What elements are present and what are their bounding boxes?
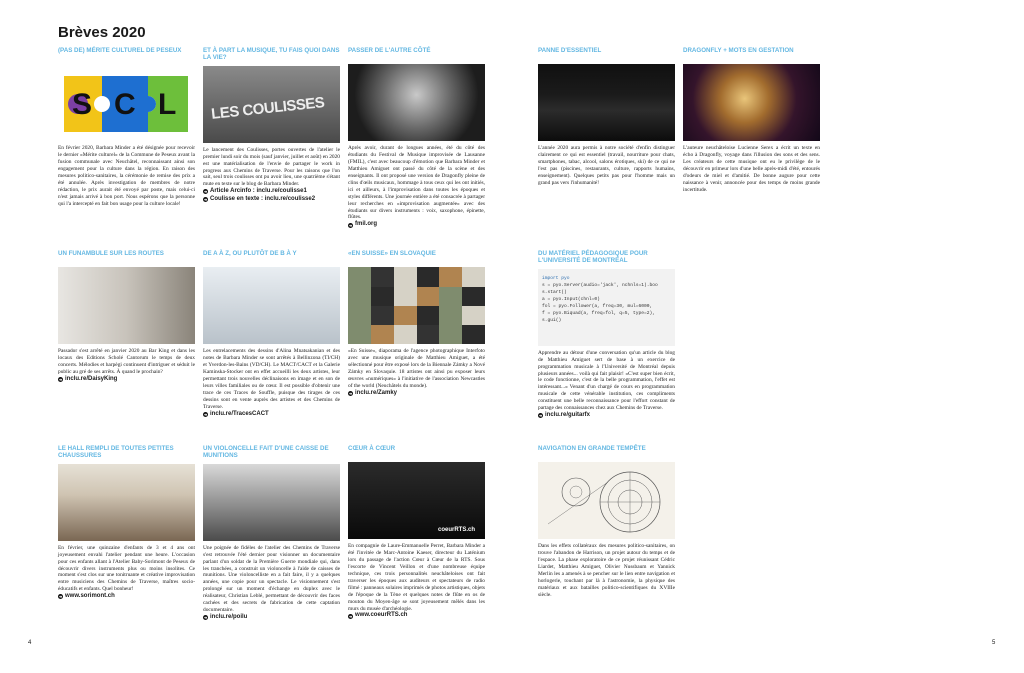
link-item[interactable]: ➜ Article Arcinfo : inclu.re/coulisse1	[203, 188, 307, 195]
museum-photo	[348, 462, 485, 539]
arrow-link-icon: ➜	[203, 615, 208, 621]
card-text: Les entrelacements des dessins d'Alina Mnatsakanian et des notes de Barbara Minder se sont arrêtés à Bellinzona (TI/CH) et Yverdon-les-Bains (VD/CH). Le MACT/CACT et la Galerie Kaminska-Stocker ont en effet accueilli les deux artistes, leur permettant trois nouvelles déclinaisons en image et en son de leurs villes familiales ou de cœur. Il est possible d'obtenir une trace de ces Traces de Souffle, puisque des tirages de ces dessins sont en vente auprès des artistes et des Chemins de Traverse.	[203, 348, 340, 410]
soldier-cello-photo	[203, 464, 340, 541]
card-a-a-z	[203, 250, 340, 418]
card-text: En février 2020, Barbara Minder a été désignée pour recevoir le dernier «Mérite culturel» de la Commune de Peseux avant la fusion communale avec Neuchâtel, reconnaissant ainsi son engagement pour la culture dans la région. En raison des mesures politico-sanitaires, la cérémonie de remise des prix a été annulée. Après investigation de membres de notre rédaction, le prix aurait été envoyé par poste, mais celui-ci n'est jamais arrivé à bon port. Nous espérons que la personne qui l'a intercepté en fait bon usage pour la culture locale!	[58, 145, 195, 207]
card-violoncelle	[203, 445, 340, 621]
arrow-link-icon: ➜	[348, 222, 353, 228]
card-funambule	[58, 250, 195, 383]
card-heading: UN VIOLONCELLE FAIT D'UNE CAISSE DE MUNITIONS	[203, 445, 329, 460]
arrow-link-icon: ➜	[58, 377, 63, 383]
piano-photo	[58, 267, 195, 344]
page-number-right: 5	[992, 640, 996, 646]
card-heading: DRAGONFLY + MOTS EN GESTATION	[683, 47, 794, 54]
card-coeur-a-coeur	[348, 445, 485, 620]
musicians-photo	[348, 64, 485, 141]
link-item[interactable]: ➜ inclu.re/Zamky	[348, 389, 398, 397]
arrow-link-icon: ➜	[203, 411, 208, 417]
link-item[interactable]: ➜ inclu.re/guitarfx	[538, 411, 591, 419]
svg-text:L: L	[158, 88, 177, 122]
card-merite-culturel	[58, 47, 195, 208]
link-item[interactable]: ➜ Coulisse en texte : inclu.re/coulisse2	[203, 195, 316, 202]
card-coulisses	[203, 47, 340, 203]
card-autre-cote	[348, 47, 485, 229]
page-title: Brèves 2020	[58, 24, 146, 41]
astrolabe-drawing	[538, 462, 675, 539]
card-text: L'auteure neuchâteloise Lucienne Serex a écrit un texte en écho à Dragonfly, voyage dans l'illusion des sons et des sens. Les créateurs de cette musique ont eu le privilège de le découvrir en primeur lors d'une belle après-midi d'été, entourés d'odeurs de miel et d'amitié. De bonne augure pour cette naissance à venir, annoncée pour des temps de moins grande incertitude.	[683, 145, 820, 193]
card-text: Une poignée de fidèles de l'atelier des Chemins de Traverse s'est retrouvée l'été dernier pour visionner un documentaire parlant d'un soldat de la Première Guerre mondiale qui, dans les tranchées, a construit un violoncelle à l'aide de caisses de munitions. Une violoncelliste en a fait faire, il y a quelques années, une copie pour un spectacle. Le visionnement s'est prolongé sur un moment d'échange en duplex avec le réalisateur, Christian Leblé, permettant de découvrir des faces cachées et des secrets de fabrication de cette captation documentaire.	[203, 544, 340, 613]
svg-text:S: S	[72, 88, 93, 122]
card-heading: ET À PART LA MUSIQUE, TU FAIS QUOI DANS LA VIE?	[203, 47, 340, 62]
card-text: L'année 2020 aura permis à notre société d'enfin distinguer clairement ce qui est essentiel (travail, nourriture pour chats, smartphones, tabac, alcool, salons érotiques, ski) de ce qui ne l'est pas (piscines, restaurants, culture, rapports humains, enseignement). Quelques petits pas pour l'homme mais un grand pas vers l'inhumanité!	[538, 145, 675, 186]
coeur-watermark: coeurRTS.ch	[437, 527, 475, 534]
link-item[interactable]: ➜ inclu.re/DaisyKing	[58, 376, 118, 383]
coulisses-sign-text: LES COULISSES	[210, 93, 326, 123]
link-item[interactable]: ➜ inclu.re/poilu	[203, 613, 248, 621]
card-heading: DE A À Z, OU PLUTÔT DE B À Y	[203, 250, 297, 257]
card-heading: DU MATÉRIEL PÉDAGOGIQUE POUR L'UNIVERSITÉ DE MONTRÉAL	[538, 250, 648, 265]
mosaic-photo	[348, 267, 485, 344]
exhibition-photo	[203, 267, 340, 344]
card-text: En compagnie de Laure-Emmanuelle Perret, Barbara Minder a été l'invitée de Marc-Antoine Kaeser, directeur du Laténium lors du passage de l'action Cœur à Cœur de la RTS. Sous l'escorte de Vincent Veillon et d'une nombreuse équipe technique, ces trois personnalités neuchâteloises ont fait traverser les époques aux auditeurs et spectateurs de radio filmé : panneaux solaires imprimés de photos artistiques, objets de l'époque de la Tène et quelques notes de flûte en os de mouton du Moyen-âge se sont joyeusement mêlés dans les murs du musée d'archéologie.	[348, 543, 485, 612]
card-text: En février, une quinzaine d'enfants de 3 et 4 ans ont joyeusement envahi l'atelier pendant une heure. L'occasion pour ces enfants allant à l'Atelier Baby-Sorimont de Peseux de découvrir divers instruments plus ou moins insolites. Ce moment s'est clos sur une tonitruante et créative improvisation entre musiciens des Chemins de Traverse, maîtres socio-éducatifs et enfants. Quel bonheur!	[58, 544, 195, 593]
card-materiel-pedagogique	[538, 250, 675, 419]
card-navigation	[538, 445, 675, 599]
page-number-left: 4	[28, 640, 32, 646]
svg-text:C: C	[114, 88, 136, 122]
dark-photo	[538, 64, 675, 141]
scl-logo-image	[58, 64, 195, 141]
arrow-link-icon: ➜	[538, 413, 543, 419]
arrow-link-icon: ➜	[203, 196, 208, 202]
link-item[interactable]: ➜ fmil.org	[348, 221, 377, 228]
arrow-link-icon: ➜	[203, 189, 208, 195]
card-text: Le lancement des Coulisses, portes ouvertes de l'atelier le premier lundi soir du mois (sauf janvier, juillet et août) en 2020 est une matérialisation de l'envie de partager le work in progress aux Chemins de Traverse. Pour les raisons que l'on sait, seul trois coulisses ont pu avoir lieu, une quatrième s'étant mute en texte sur le blog de Barbara Minder.	[203, 146, 340, 188]
arrow-link-icon: ➜	[348, 613, 353, 619]
link-item[interactable]: ➜ www.sorimont.ch	[58, 593, 115, 600]
card-text: Dans les effets collatéraux des mesures politico-sanitaires, on trouve l'abandon de Harrison, un projet autour du temps et de l'espace. La phase exploratoire de ce projet réunissant Cédric Liardet, Matthieu Amiguet, Olivier Nussbaum et Yannick Merlin les a amenés à se pencher sur le lien entre navigation et horlogerie, touchant par là à l'astronomie, la physique des matériaux et aux batailles politico-scientifiques du XVIIIe siècle.	[538, 543, 675, 598]
card-heading: PASSER DE L'AUTRE CÔTÉ	[348, 47, 431, 54]
code-screenshot: import pyo s = pyo.Server(audio='jack', nchnls=1).boo s.start() a = pyo.Input(chnl=0) fol = pyo.Follower(a, freq=30, mul=6000, f = pyo.Biquad(a, freq=fol, q=5, type=2), s.gui()	[538, 269, 675, 346]
card-heading: CŒUR À CŒUR	[348, 445, 396, 452]
card-text: Passador s'est arrêté en janvier 2020 au Bar King et dans les locaux des Editions Scholé Cantorum le temps de deux concerts. Mélodies et harpègi continuent d'intriguer et séduit le public au gré de ses arrêts. À quand le prochain?	[58, 348, 195, 376]
card-heading: (PAS DE) MÉRITE CULTUREL DE PESEUX	[58, 47, 182, 54]
link-item[interactable]: ➜ www.coeurRTS.ch	[348, 612, 408, 619]
arrow-link-icon: ➜	[58, 594, 63, 600]
children-photo	[58, 464, 195, 541]
card-heading: LE HALL REMPLI DE TOUTES PETITES CHAUSSURES	[58, 445, 174, 460]
card-dragonfly	[683, 47, 820, 194]
arrow-link-icon: ➜	[348, 391, 353, 397]
card-panne-essentiel	[538, 47, 675, 187]
card-heading: UN FUNAMBULE SUR LES ROUTES	[58, 250, 164, 257]
card-heading: NAVIGATION EN GRANDE TEMPÊTE	[538, 445, 646, 452]
stage-photo	[683, 64, 820, 141]
card-text: «En Suisse», diaporama de l'agence photographique Interfoto avec une musique originale de Matthieu Amiguet, a été sélectionné pour être exposé lors de la Biennale Zámky a Nové Zámky en Slovaquie. 18 artistes ont ainsi pu exposer leurs œuvres «numériques» à l'initiative de l'association Newcastles of the world (Neuchâtels du monde).	[348, 348, 485, 389]
card-heading: «EN SUISSE» EN SLOVAQUIE	[348, 250, 436, 257]
link-item[interactable]: ➜ inclu.re/TracesCACT	[203, 410, 269, 417]
card-hall	[58, 445, 195, 601]
card-text: Apprendre au détour d'une conversation qu'un article du blog de Matthieu Amiguet sert de base à un exercice de programmation musicale à l'Université de Montréal depuis plusieurs années... voilà qui fait plaisir! «C'est super bien écrit, le code fonctionne, c'est de la belle programmation, l'effet est intéressant...» Venant d'un chargé de cours en programmation musicale de cette vénérable institution, ces compliments constituent une belle reconnaissance pour l'effort constant de partage des connaissances chez aux Chemins de Traverse.	[538, 349, 675, 412]
card-en-suisse	[348, 250, 485, 397]
card-text: Après avoir, durant de longues années, été du côté des étudiants du Festival de Musique improvisée de Lausanne (FMIL), c'est avec beaucoup d'émotion que Barbara Minder et Matthieu Amiguet ont passé du côté de la scène et des enseignants. Il ont proposé une version de Dragonfly pleine de clins d'œils musicaux, hommage à tous ceux qui les ont initiés, ici et ailleurs, à l'improvisation dans toutes les époques et styles différents. Une journée entière a été consacrée à partager leur recherches en «improvisation augmentée» avec des étudiants sur divers instruments : voix, saxophone, épinette, flûtes.	[348, 145, 485, 221]
card-heading: PANNE D'ESSENTIEL	[538, 47, 602, 54]
coulisses-photo	[203, 66, 340, 143]
